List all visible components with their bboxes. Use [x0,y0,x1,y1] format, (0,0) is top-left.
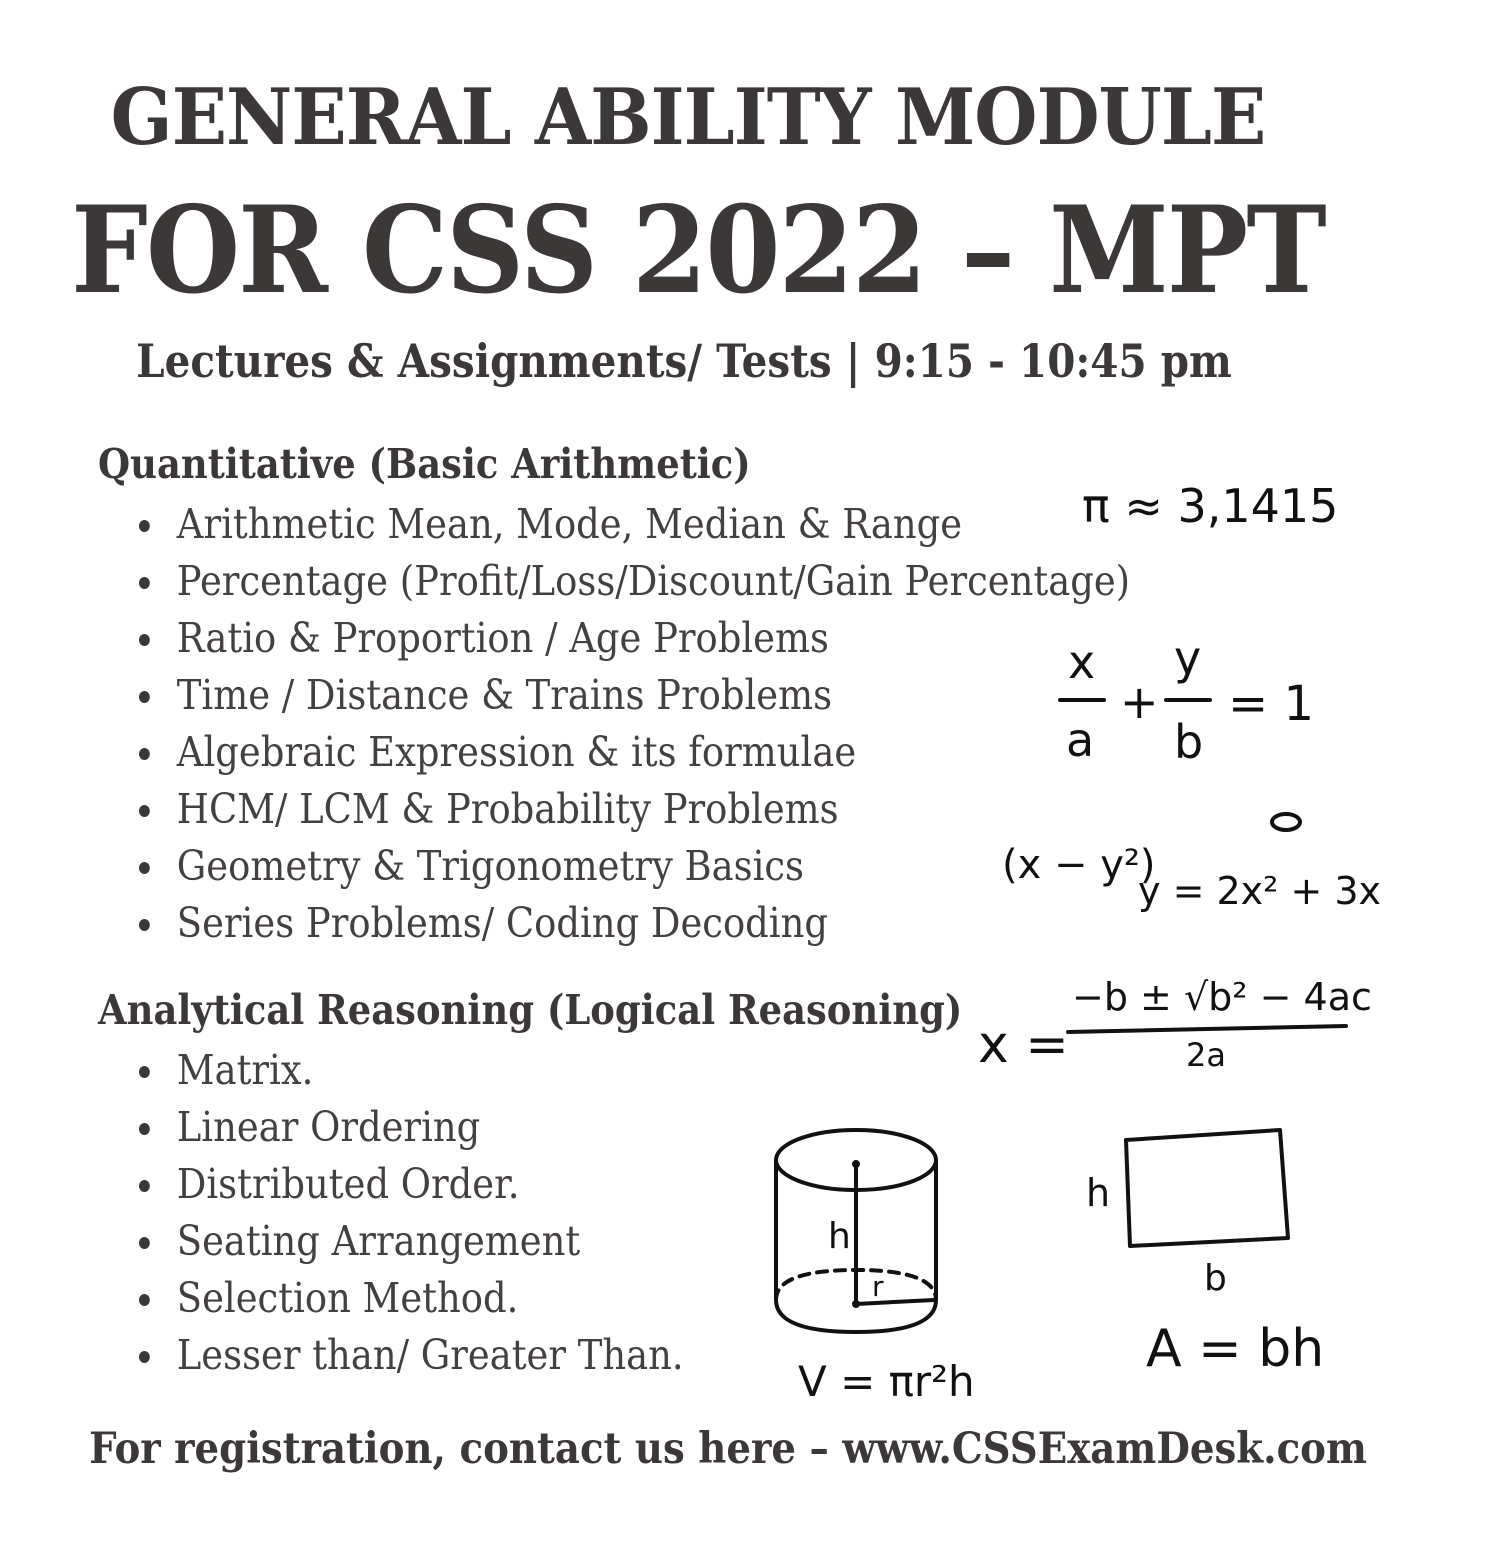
list-item: Selection Method. [130,1270,684,1327]
list-item: Series Problems/ Coding Decoding [130,895,1130,952]
line-eq-x: x [1068,635,1096,689]
quadratic-lhs: x = [978,1015,1069,1075]
rectangle-area-formula: A = bh [1146,1319,1325,1379]
line-eq-plus: + [1120,675,1159,729]
list-item: HCM/ LCM & Probability Problems [130,781,1130,838]
circle-doodle [1272,814,1300,830]
quadratic-fraction-bar [1068,1026,1346,1032]
list-item: Matrix. [130,1042,684,1099]
list-item: Geometry & Trigonometry Basics [130,838,1130,895]
cylinder-height-label: h [828,1216,851,1257]
cylinder-radius-line [856,1300,934,1304]
schedule-subtitle: Lectures & Assignments/ Tests | 9:15 - 10:45 pm [136,334,1232,388]
list-item: Seating Arrangement [130,1213,684,1270]
quadratic-numerator: −b ± √b² − 4ac [1072,975,1372,1019]
list-item: Lesser than/ Greater Than. [130,1327,684,1384]
list-item: Ratio & Proportion / Age Problems [130,610,1130,667]
parabola-equation: y = 2x² + 3x [1138,869,1382,913]
cylinder-icon [776,1130,936,1332]
list-item: Percentage (Profit/Loss/Discount/Gain Percentage) [130,553,1130,610]
title-line-1: GENERAL ABILITY MODULE [110,72,1266,163]
cylinder-bottom-center [852,1300,860,1308]
section-title-quantitative: Quantitative (Basic Arithmetic) [98,440,751,488]
line-eq-a: a [1066,713,1095,767]
list-item: Linear Ordering [130,1099,684,1156]
rectangle-height-label: h [1086,1171,1111,1215]
line-eq-b: b [1174,715,1204,769]
quadratic-denominator: 2a [1186,1036,1226,1074]
list-item: Algebraic Expression & its formulae [130,724,1130,781]
title-line-2: FOR CSS 2022 – MPT [71,180,1325,321]
line-eq-rhs: = 1 [1228,676,1315,732]
cylinder-top-center [852,1160,860,1168]
list-item: Distributed Order. [130,1156,684,1213]
rectangle-base-label: b [1204,1258,1227,1299]
list-item: Arithmetic Mean, Mode, Median & Range [130,496,1130,553]
line-eq-y: y [1174,631,1202,685]
cylinder-volume-formula: V = πr²h [798,1357,975,1406]
binomial-expression: (x − y²) [1002,842,1156,888]
pi-formula: π ≈ 3,1415 [1082,479,1339,533]
section-title-analytical: Analytical Reasoning (Logical Reasoning) [98,986,963,1034]
registration-footer: For registration, contact us here – www.CSSExamDesk.com [89,1424,1367,1474]
cylinder-radius-label: r [872,1270,884,1303]
rectangle-icon [1126,1130,1288,1246]
list-item: Time / Distance & Trains Problems [130,667,1130,724]
